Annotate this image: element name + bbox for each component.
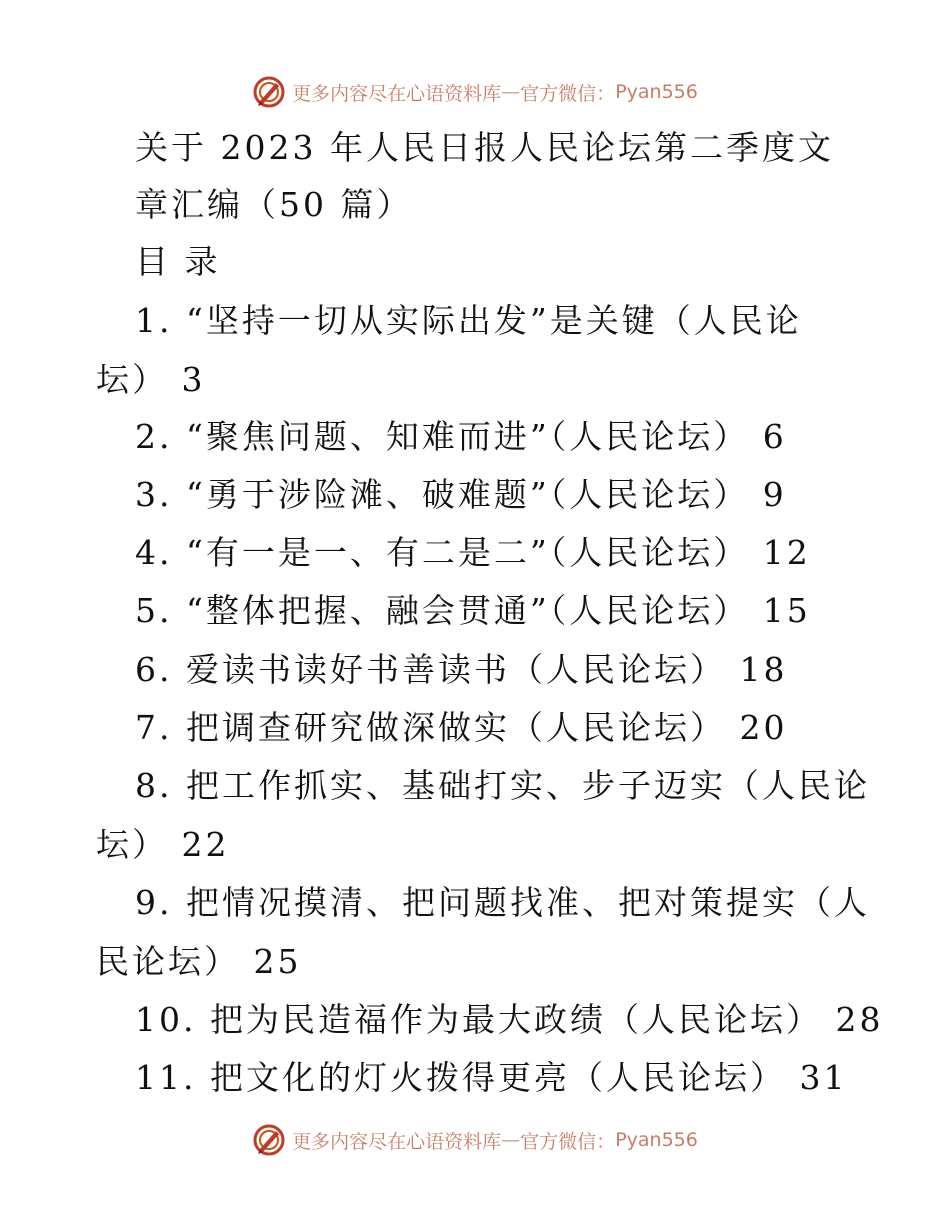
toc-entry: 8. 把工作抓实、基础打实、步子迈实（人民论 (135, 766, 870, 805)
watermark-sub-text: 官方微信： (520, 1130, 616, 1153)
watermark-dash: — (501, 1129, 521, 1151)
watermark-sub-text: 官方微信： (520, 82, 616, 105)
document-title-line-2: 章汇编（50 篇） (135, 185, 413, 224)
toc-entry: 6. 爱读书读好书善读书（人民论坛） 18 (135, 650, 788, 689)
watermark-dash: — (501, 81, 521, 103)
watermark-wechat-id: Pyan556 (615, 1129, 698, 1151)
watermark-main-text: 更多内容尽在心语资料库 (292, 82, 502, 105)
toc-entry: 4. “有一是一、有二是二”（人民论坛） 12 (135, 533, 811, 572)
toc-entry-continuation: 坛） 22 (96, 825, 230, 864)
watermark-header (0, 72, 950, 112)
toc-entry: 2. “聚焦问题、知难而进”（人民论坛） 6 (135, 417, 787, 456)
watermark-main-text: 更多内容尽在心语资料库 (292, 1130, 502, 1153)
toc-entry: 1. “坚持一切从实际出发”是关键（人民论 (135, 301, 802, 340)
toc-entry-continuation: 坛） 3 (96, 360, 206, 399)
toc-entry-continuation: 民论坛） 25 (96, 942, 302, 981)
watermark-wechat-id: Pyan556 (615, 81, 698, 103)
toc-entry: 7. 把调查研究做深做实（人民论坛） 20 (135, 708, 788, 747)
toc-entry: 10. 把为民造福作为最大政绩（人民论坛） 28 (135, 1000, 884, 1039)
toc-entry: 5. “整体把握、融会贯通”（人民论坛） 15 (135, 591, 811, 630)
toc-entry: 11. 把文化的灯火拨得更亮（人民论坛） 31 (135, 1058, 848, 1097)
watermark-footer (0, 1120, 950, 1160)
pen-logo-icon (252, 1123, 286, 1157)
toc-heading: 目 录 (135, 242, 221, 281)
toc-entry: 9. 把情况摸清、把问题找准、把对策提实（人 (135, 883, 870, 922)
document-title-line-1: 关于 2023 年人民日报人民论坛第二季度文 (135, 128, 834, 167)
toc-entry: 3. “勇于涉险滩、破难题”（人民论坛） 9 (135, 475, 787, 514)
pen-logo-icon (252, 75, 286, 109)
